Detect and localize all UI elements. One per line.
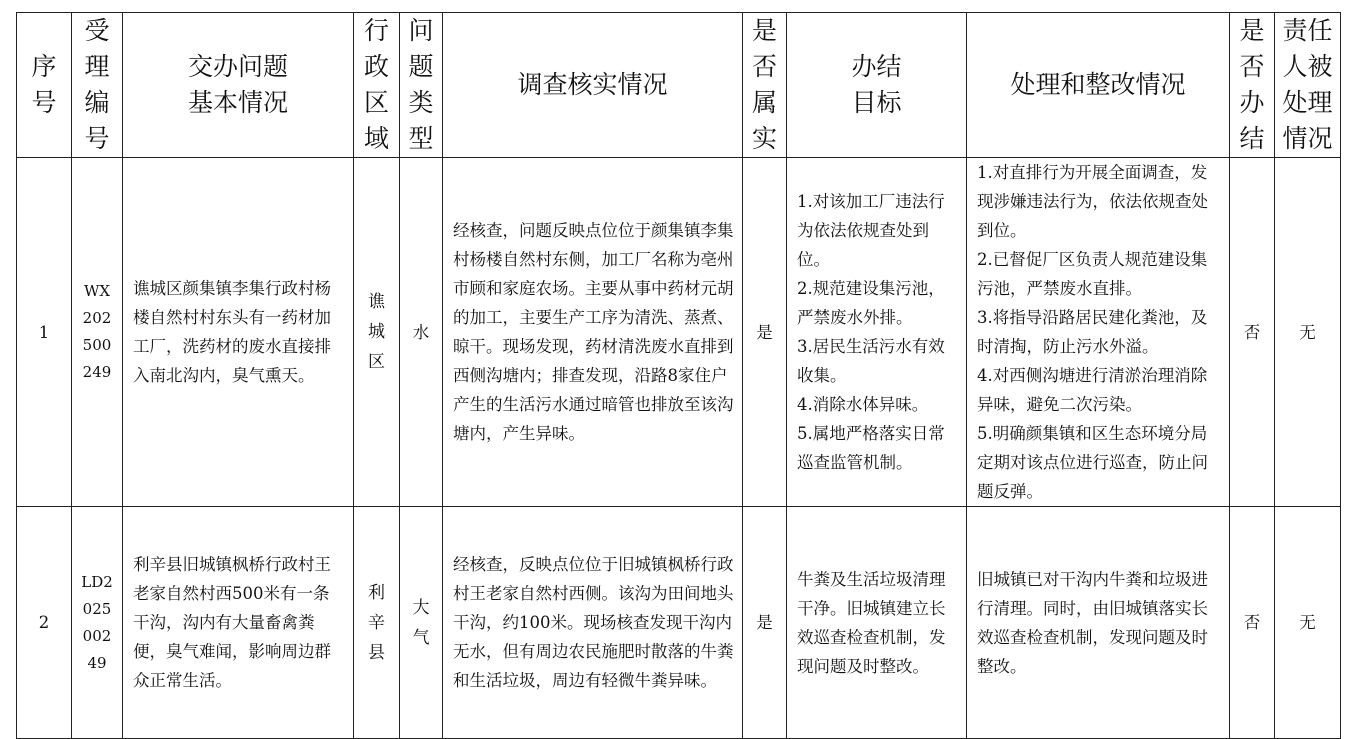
cell-closed: 否 <box>1230 507 1275 739</box>
target-item: 牛粪及生活垃圾清理干净。旧城镇建立长效巡查检查机制，发现问题及时整改。 <box>797 569 946 676</box>
cell-district: 谯城区 <box>354 158 400 507</box>
target-item: 3.居民生活污水有效收集。 <box>797 337 945 385</box>
header-target-line2: 目标 <box>851 88 902 117</box>
header-problem-line1: 交办问题 <box>187 52 288 81</box>
header-target <box>787 13 967 158</box>
handling-item: 1.对直排行为开展全面调查，发现涉嫌违法行为，依法依规查处到位。 <box>977 163 1208 240</box>
header-seq: 序号 <box>17 13 72 158</box>
cell-verified: 是 <box>743 507 787 739</box>
cell-district: 利辛县 <box>354 507 400 739</box>
header-accountability: 责任人被处理情况 <box>1275 13 1341 158</box>
header-problem-line2: 基本情况 <box>187 88 288 117</box>
handling-item: 旧城镇已对干沟内牛粪和垃圾进行清理。同时，由旧城镇落实长效巡查检查机制，发现问题及时整改。 <box>977 569 1208 676</box>
target-item: 2.规范建设集污池，严禁废水外排。 <box>797 279 945 327</box>
header-verified: 是否属实 <box>743 13 787 158</box>
cell-seq: 2 <box>17 507 72 739</box>
handling-item: 4.对西侧沟塘进行清淤治理消除异味，避免二次污染。 <box>977 366 1208 414</box>
cell-closed: 否 <box>1230 158 1275 507</box>
cell-problem: 利辛县旧城镇枫桥行政村王老家自然村西500米有一条干沟，沟内有大量畜禽粪便，臭气难闻，影响周边群众正常生活。 <box>123 507 354 739</box>
handling-item: 5.明确颜集镇和区生态环境分局定期对该点位进行巡查，防止问题反弹。 <box>977 424 1208 501</box>
cell-category: 大气 <box>400 507 443 739</box>
report-table <box>16 12 1341 739</box>
cell-handling <box>967 158 1230 507</box>
cell-accountability: 无 <box>1275 507 1341 739</box>
header-investigation: 调查核实情况 <box>443 13 743 158</box>
target-item: 4.消除水体异味。 <box>797 395 929 414</box>
cell-targets <box>787 158 967 507</box>
header-target-line1: 办结 <box>851 52 902 81</box>
header-handling: 处理和整改情况 <box>967 13 1230 158</box>
cell-receipt-no: LD202500249 <box>72 507 123 739</box>
header-category: 问题类型 <box>400 13 443 158</box>
cell-accountability: 无 <box>1275 158 1341 507</box>
header-closed: 是否办结 <box>1230 13 1275 158</box>
header-problem <box>123 13 354 158</box>
table-row <box>17 507 1341 739</box>
cell-verified: 是 <box>743 158 787 507</box>
cell-handling <box>967 507 1230 739</box>
header-receipt-no: 受理编号 <box>72 13 123 158</box>
handling-item: 2.已督促厂区负责人规范建设集污池，严禁废水直排。 <box>977 250 1208 298</box>
cell-investigation: 经核查，反映点位位于旧城镇枫桥行政村王老家自然村西侧。该沟为田间地头干沟，约100米。现场核查发现干沟内无水，但有周边农民施肥时散落的牛粪和生活垃圾，周边有轻微牛粪异味。 <box>443 507 743 739</box>
header-row <box>17 13 1341 158</box>
cell-seq: 1 <box>17 158 72 507</box>
table-row <box>17 158 1341 507</box>
header-district: 行政区域 <box>354 13 400 158</box>
cell-targets <box>787 507 967 739</box>
target-item: 5.属地严格落实日常巡查监管机制。 <box>797 424 945 472</box>
cell-receipt-no: WX202500249 <box>72 158 123 507</box>
target-item: 1.对该加工厂违法行为依法依规查处到位。 <box>797 192 945 269</box>
handling-item: 3.将指导沿路居民建化粪池，及时清掏，防止污水外溢。 <box>977 308 1208 356</box>
cell-category: 水 <box>400 158 443 507</box>
cell-investigation: 经核查，问题反映点位位于颜集镇李集村杨楼自然村东侧，加工厂名称为亳州市顾和家庭农场。主要从事中药材元胡的加工，主要生产工序为清洗、蒸煮、晾干。现场发现，药材清洗废水直排到西侧沟塘内；排查发现，沿路8家住户产生的生活污水通过暗管也排放至该沟塘内，产生异味。 <box>443 158 743 507</box>
cell-problem: 谯城区颜集镇李集行政村杨楼自然村村东头有一药材加工厂，洗药材的废水直接排入南北沟内，臭气熏天。 <box>123 158 354 507</box>
